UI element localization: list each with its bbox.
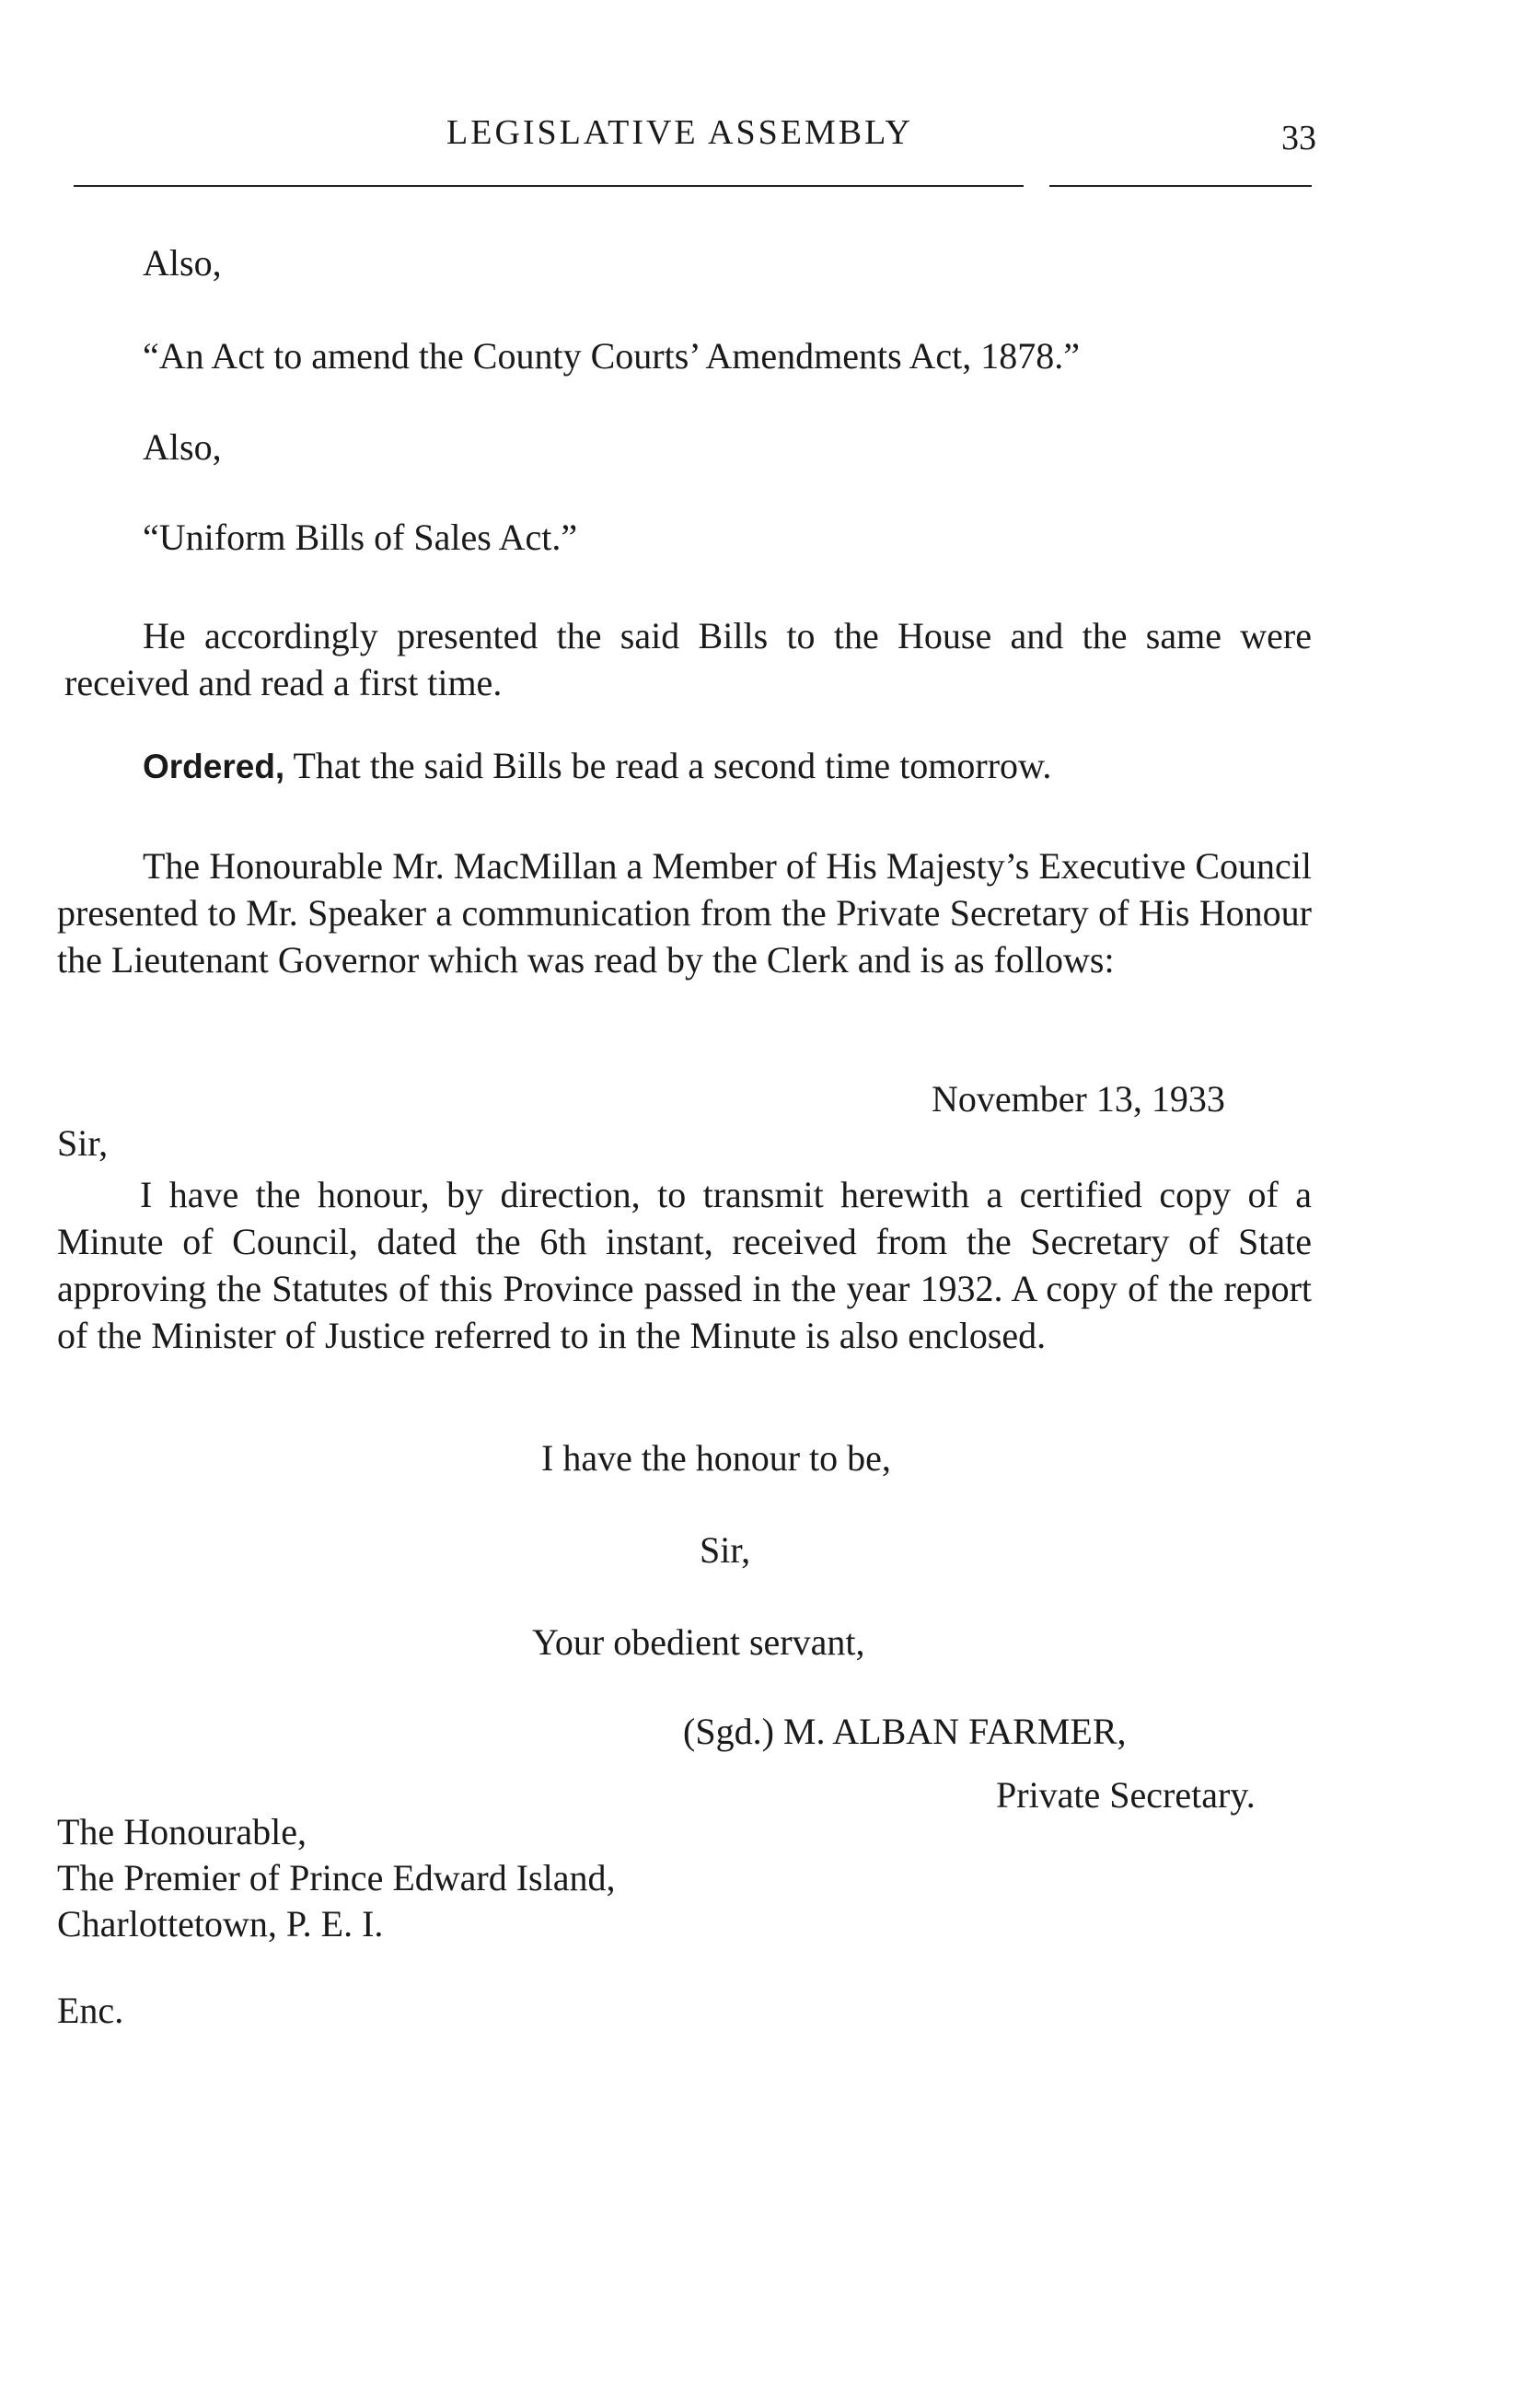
letter-closing: I have the honour to be, [541, 1437, 891, 1479]
presented-paragraph: He accordingly presented the said Bills to the House and the same were received and read a first time. [64, 615, 1312, 703]
ordered-paragraph [143, 744, 1051, 789]
addressee-line: The Honourable, [57, 1811, 307, 1852]
header-rule-left [74, 185, 1024, 187]
enclosure-note: Enc. [57, 1990, 124, 2031]
letter-date: November 13, 1933 [932, 1078, 1225, 1120]
signature-title: Private Secretary. [996, 1774, 1256, 1816]
letter-salutation: Sir, [57, 1122, 109, 1164]
ordered-text: That the said Bills be read a second time tomorrow. [284, 745, 1052, 786]
header-title: LEGISLATIVE ASSEMBLY [446, 113, 913, 152]
letter-closing-servant: Your obedient servant, [532, 1621, 865, 1663]
also-line-2: Also, [143, 426, 222, 468]
act-title-1: “An Act to amend the County Courts’ Amendments Act, 1878.” [143, 335, 1081, 377]
addressee-line: The Premier of Prince Edward Island, [57, 1857, 616, 1898]
letter-closing-sir: Sir, [700, 1529, 751, 1571]
ordered-label: Ordered, [143, 748, 285, 785]
act-title-2: “Uniform Bills of Sales Act.” [143, 517, 578, 558]
also-line-1: Also, [143, 242, 222, 284]
letter-body: I have the honour, by direction, to transmit herewith a certified copy of a Minute of Council, dated the 6th instant, received from the Secretary of State approving the Statutes of this Province passed in the year 1932. A copy of the report of the Minister of Justice referred to in the Minute is also enclosed. [57, 1174, 1312, 1356]
page-number: 33 [1281, 119, 1316, 157]
signature: (Sgd.) M. ALBAN FARMER, [683, 1711, 1127, 1752]
addressee-line: Charlottetown, P. E. I. [57, 1903, 384, 1944]
communication-paragraph: The Honourable Mr. MacMillan a Member of His Majesty’s Executive Council presented to Mr. Speaker a communication from the Private Secretary of His Honour the Lieutenant Governor which was read by the Clerk and is as follows: [57, 845, 1312, 981]
header-rule-right [1049, 185, 1312, 187]
